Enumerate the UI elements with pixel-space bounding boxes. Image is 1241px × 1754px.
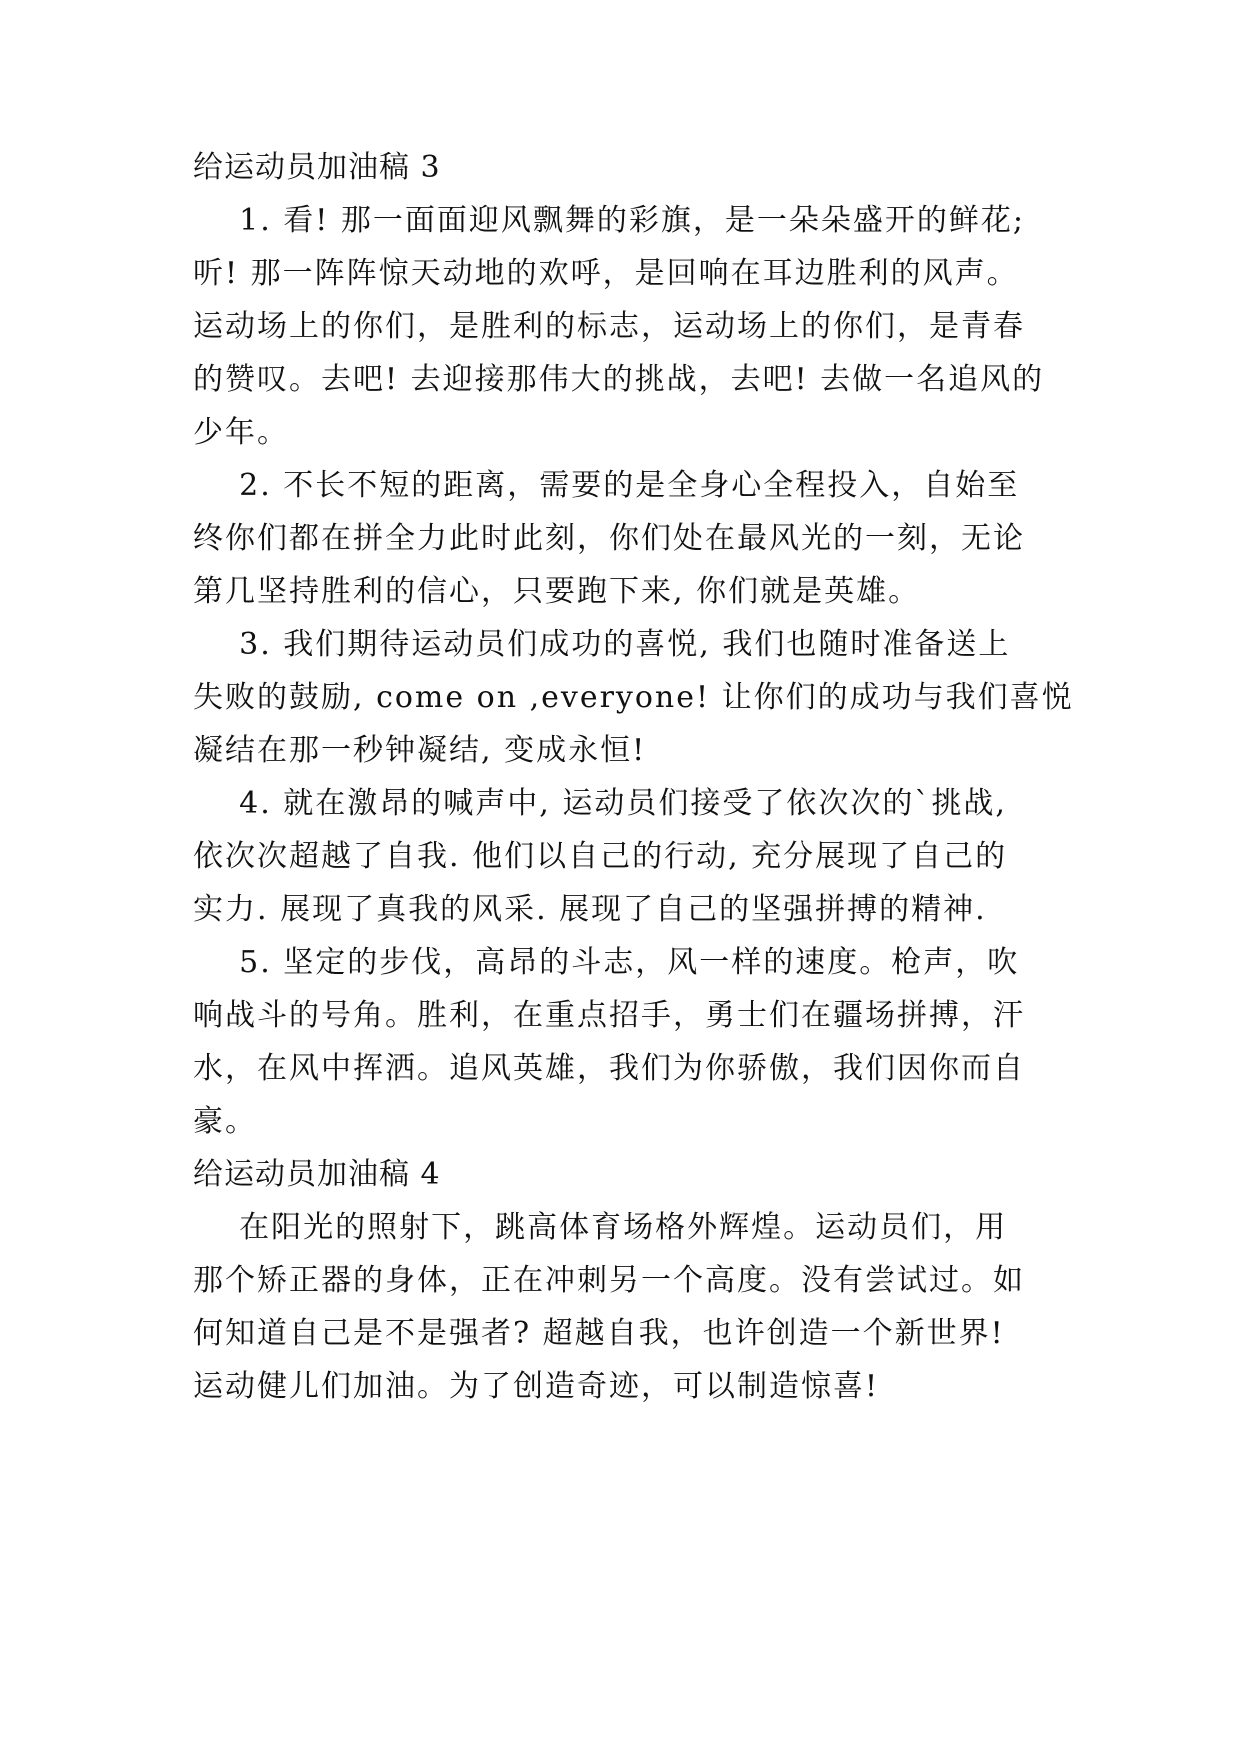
section-3-line-6: 2. 不长不短的距离，需要的是全身心全程投入，自始至 — [193, 468, 1020, 503]
section-3-line-14: 实力. 展现了真我的风采. 展现了自己的坚强拼搏的精神. — [193, 892, 987, 927]
section-4-line-2: 那个矫正器的身体，正在冲刺另一个高度。没有尝试过。如 — [193, 1263, 1025, 1298]
section-4-title: 给运动员加油稿 4 — [193, 1157, 441, 1192]
section-4-line-1: 在阳光的照射下，跳高体育场格外辉煌。运动员们，用 — [193, 1210, 1008, 1245]
section-3-line-5: 少年。 — [193, 415, 289, 450]
section-3-line-3: 运动场上的你们，是胜利的标志，运动场上的你们，是青春 — [193, 309, 1025, 344]
section-3-line-2: 听! 那一阵阵惊天动地的欢呼，是回响在耳边胜利的风声。 — [193, 256, 1019, 291]
section-3-line-13: 依次次超越了自我. 他们以自己的行动, 充分展现了自己的 — [193, 839, 1008, 874]
section-3-line-15: 5. 坚定的步伐，高昂的斗志，风一样的速度。枪声，吹 — [193, 945, 1020, 980]
section-3-line-9: 3. 我们期待运动员们成功的喜悦, 我们也随时准备送上 — [193, 627, 1011, 662]
section-3-line-1: 1. 看! 那一面面迎风飘舞的彩旗，是一朵朵盛开的鲜花; — [193, 203, 1026, 238]
section-3-line-7: 终你们都在拼全力此时此刻，你们处在最风光的一刻，无论 — [193, 521, 1025, 556]
section-3-line-11: 凝结在那一秒钟凝结, 变成永恒! — [193, 733, 647, 768]
section-3-line-10: 失败的鼓励, come on ,everyone! 让你们的成功与我们喜悦 — [193, 680, 1074, 715]
section-3-line-16: 响战斗的号角。胜利，在重点招手，勇士们在疆场拼搏，汗 — [193, 998, 1025, 1033]
section-3-line-4: 的赞叹。去吧! 去迎接那伟大的挑战，去吧! 去做一名追风的 — [193, 362, 1045, 397]
section-4-line-4: 运动健儿们加油。为了创造奇迹，可以制造惊喜! — [193, 1369, 880, 1404]
section-4-line-3: 何知道自己是不是强者? 超越自我，也许创造一个新世界! — [193, 1316, 1005, 1351]
section-3-line-8: 第几坚持胜利的信心，只要跑下来, 你们就是英雄。 — [193, 574, 921, 609]
section-3-line-18: 豪。 — [193, 1104, 257, 1139]
section-3-line-12: 4. 就在激昂的喊声中, 运动员们接受了依次次的`挑战, — [193, 786, 1007, 821]
section-3-title: 给运动员加油稿 3 — [193, 150, 441, 185]
section-3-line-17: 水，在风中挥洒。追风英雄，我们为你骄傲，我们因你而自 — [193, 1051, 1025, 1086]
